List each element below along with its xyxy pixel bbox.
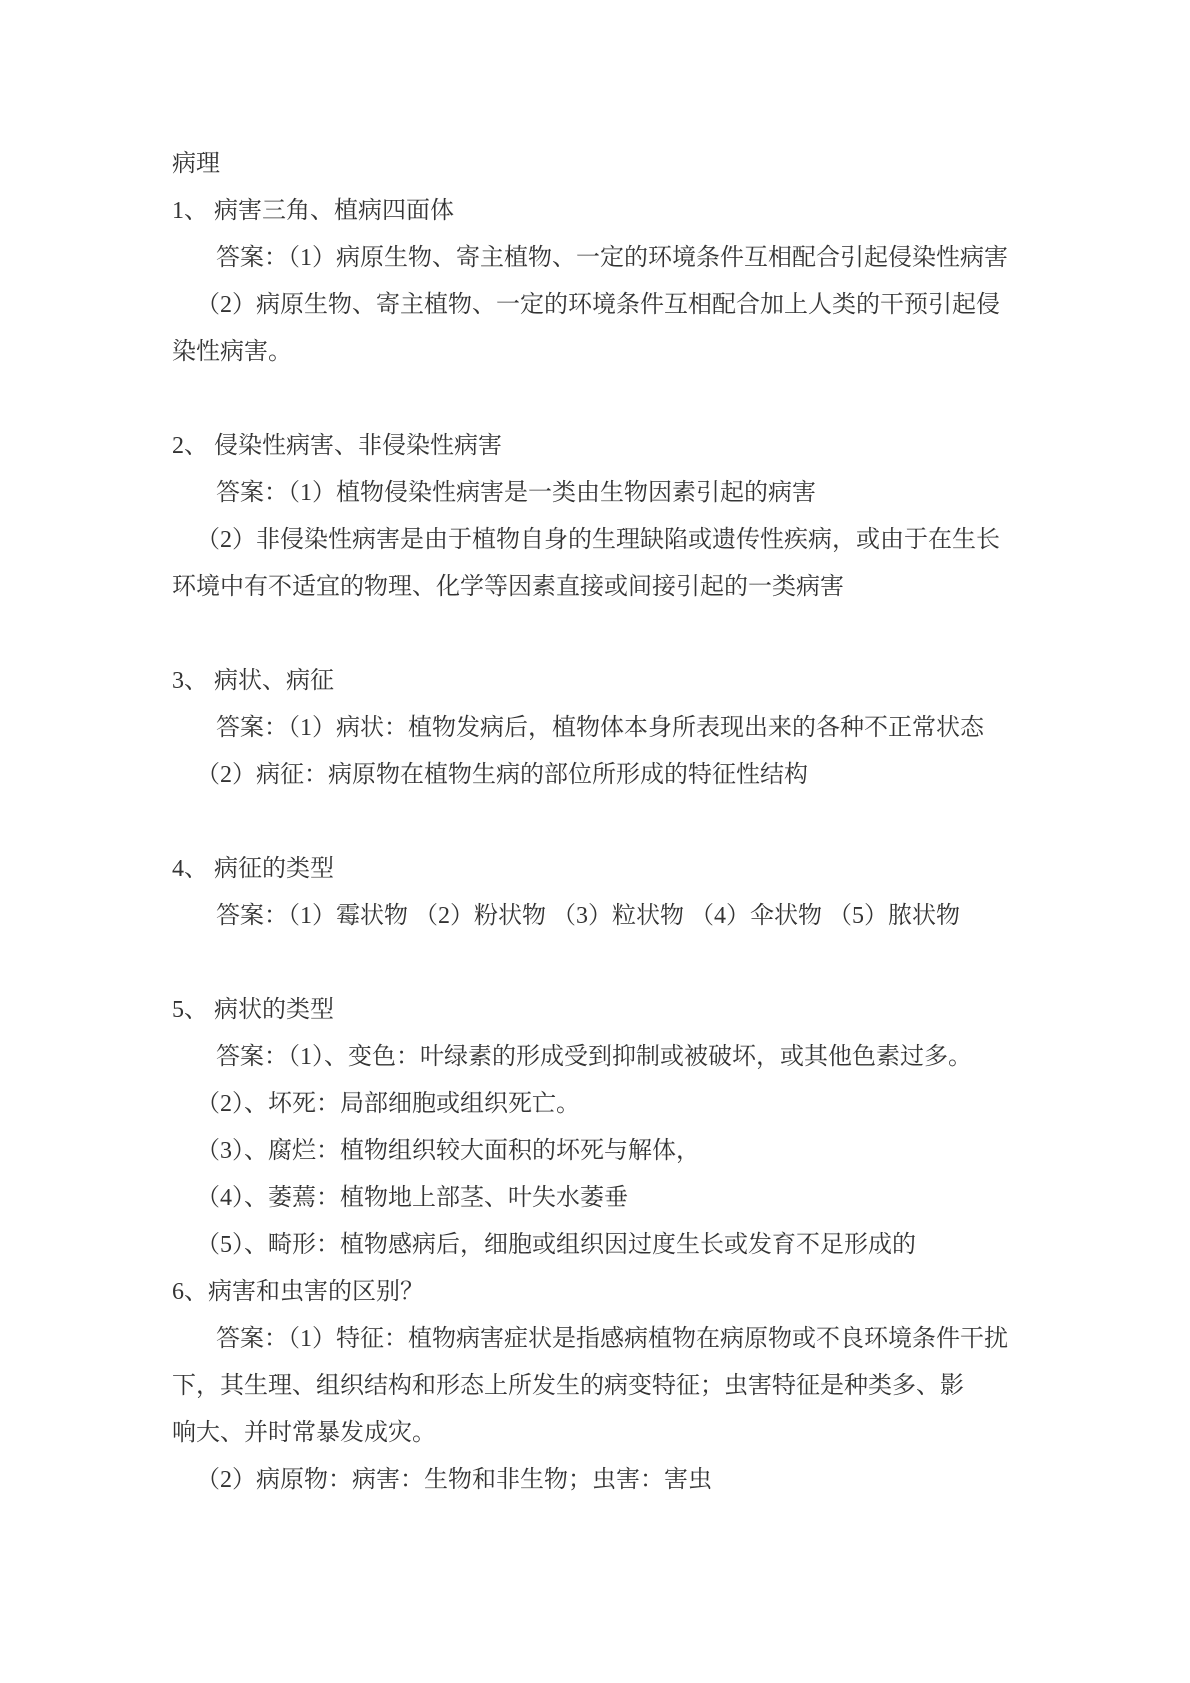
question-number: 3、 bbox=[172, 668, 214, 694]
answer-line: 下，其生理、组织结构和形态上所发生的病变特征；虫害特征是种类多、影 bbox=[172, 1373, 964, 1399]
paragraph-gap bbox=[172, 611, 1075, 658]
answer-line: （3）、腐烂：植物组织较大面积的坏死与解体， bbox=[196, 1138, 700, 1164]
answer-line: 答案：（1）特征：植物病害症状是指感病植物在病原物或不良环境条件干扰 bbox=[216, 1326, 1008, 1352]
question-line bbox=[172, 423, 1075, 470]
answer-line: （2）病原物：病害：生物和非生物；虫害：害虫 bbox=[196, 1467, 712, 1493]
question-text: 病害和虫害的区别？ bbox=[208, 1279, 424, 1305]
paragraph-gap bbox=[172, 799, 1075, 846]
paragraph-gap bbox=[172, 376, 1075, 423]
question-number: 4、 bbox=[172, 856, 214, 882]
qa-list bbox=[172, 188, 1075, 1504]
question-number: 2、 bbox=[172, 433, 214, 459]
answer-line: 答案：（1）病原生物、寄主植物、一定的环境条件互相配合引起侵染性病害 bbox=[216, 245, 1008, 271]
answer-line: （2）非侵染性病害是由于植物自身的生理缺陷或遗传性疾病，或由于在生长 bbox=[196, 527, 1000, 553]
question-number: 5、 bbox=[172, 997, 214, 1023]
question-number: 6、 bbox=[172, 1279, 208, 1305]
answer-line: 答案：（1）霉状物 （2）粉状物 （3）粒状物 （4）伞状物 （5）脓状物 bbox=[216, 903, 960, 929]
answer-line: （2）病原生物、寄主植物、一定的环境条件互相配合加上人类的干预引起侵 bbox=[196, 292, 1000, 318]
answer-line: （5）、畸形：植物感病后，细胞或组织因过度生长或发育不足形成的 bbox=[196, 1232, 916, 1258]
question-number: 1、 bbox=[172, 198, 214, 224]
answer-line: （4）、萎蔫：植物地上部茎、叶失水萎垂 bbox=[196, 1185, 628, 1211]
question-line bbox=[172, 188, 1075, 235]
question-text: 病征的类型 bbox=[214, 856, 334, 882]
question-line bbox=[172, 846, 1075, 893]
question-text: 病状、病征 bbox=[214, 668, 334, 694]
question-text: 病害三角、植病四面体 bbox=[214, 198, 454, 224]
question-line bbox=[172, 658, 1075, 705]
answer-line: 答案：（1）病状：植物发病后，植物体本身所表现出来的各种不正常状态 bbox=[216, 715, 984, 741]
answer-line: 答案：（1）植物侵染性病害是一类由生物因素引起的病害 bbox=[216, 480, 816, 506]
question-text: 侵染性病害、非侵染性病害 bbox=[214, 433, 502, 459]
question-text: 病状的类型 bbox=[214, 997, 334, 1023]
paragraph-gap bbox=[172, 940, 1075, 987]
answer-line: 染性病害。 bbox=[172, 339, 292, 365]
answer-line: 答案：（1）、变色：叶绿素的形成受到抑制或被破坏，或其他色素过多。 bbox=[216, 1044, 972, 1070]
document-title: 病理 bbox=[172, 151, 220, 177]
answer-line: （2）病征：病原物在植物生病的部位所形成的特征性结构 bbox=[196, 762, 808, 788]
answer-line: 环境中有不适宜的物理、化学等因素直接或间接引起的一类病害 bbox=[172, 574, 844, 600]
question-line bbox=[172, 1269, 1075, 1316]
answer-line: （2）、坏死：局部细胞或组织死亡。 bbox=[196, 1091, 580, 1117]
answer-line: 响大、并时常暴发成灾。 bbox=[172, 1420, 436, 1446]
question-line bbox=[172, 987, 1075, 1034]
